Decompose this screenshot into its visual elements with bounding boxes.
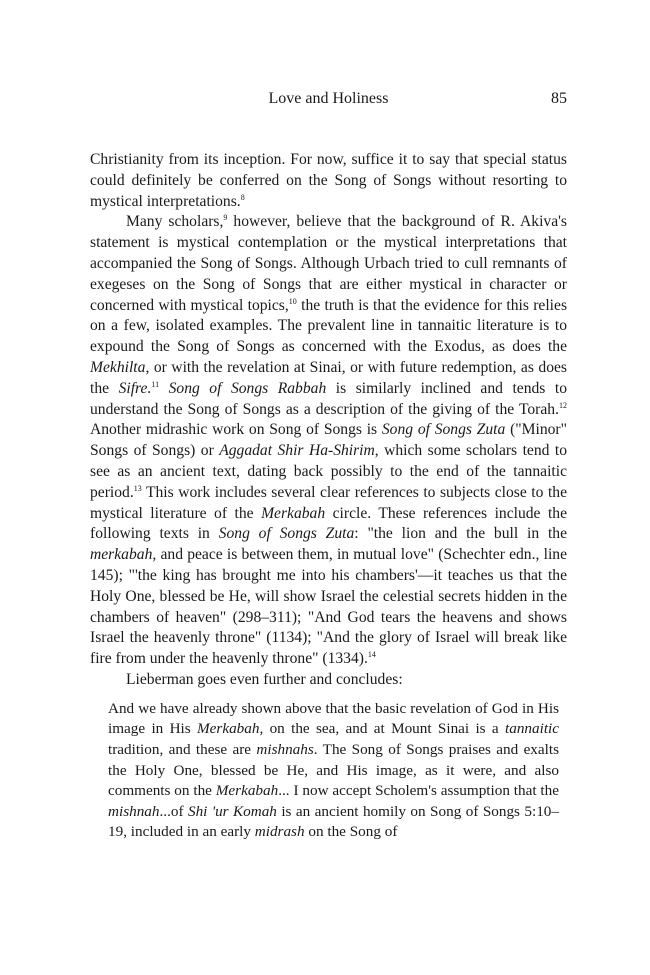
italic-term: Merkabah xyxy=(197,720,260,738)
page-number: 85 xyxy=(551,90,567,107)
text-run: ...of xyxy=(159,802,188,820)
text-run: however, believe that the background of R. Akiva's statement is mystical contemplation or the mystical interpretations that accompanied the Song of Songs. Although Urbach tried to cull remnants of exegeses on the Song of Songs that are either mystical in character or concerned with mystical topics, xyxy=(90,213,567,314)
italic-term: Merkabah xyxy=(261,504,326,522)
text-run: on the Song of xyxy=(304,823,398,841)
text-run: tradition, and these are xyxy=(108,740,257,758)
footnote-ref: 11 xyxy=(151,379,160,389)
block-quote xyxy=(108,699,559,843)
text-run: Another midrashic work on Song of Songs is xyxy=(90,421,382,439)
text-run: circle. These references include the following texts in xyxy=(90,504,568,543)
italic-title: Aggadat Shir Ha-Shirim xyxy=(219,442,375,460)
text-run: And we have already shown above that the basic revelation of God in His image in His xyxy=(108,699,559,738)
italic-term: tannaitic xyxy=(505,720,559,738)
text-run: Many scholars, xyxy=(126,213,224,231)
italic-title: Song of Songs Zuta xyxy=(381,421,506,439)
text-run: This work includes several clear references to subjects close to the mystical literature of the xyxy=(90,483,567,522)
text-run: ("Minor" Songs of Songs) or xyxy=(90,421,567,460)
text-run: , which some scholars tend to see as an ancient text, dating back possibly to the end of the tannaitic period. xyxy=(90,442,567,501)
quote-paragraph xyxy=(108,699,559,843)
italic-term: midrash xyxy=(254,823,305,841)
footnote-ref: 14 xyxy=(367,649,376,659)
text-run: is similarly inclined and tends to understand the Song of Songs as a description of the giving of the Torah. xyxy=(90,379,568,418)
footnote-ref: 8 xyxy=(240,192,245,202)
text-run: Christianity from its inception. For now, suffice it to say that special status could definitely be conferred on the Song of Songs without resorting to mystical interpretations. xyxy=(90,151,567,210)
paragraph-3 xyxy=(90,670,567,691)
text-run: is an ancient homily on Song of Songs 5:10–19, included in an early xyxy=(108,802,559,841)
text-run: . The Song of Songs praises and exalts the Holy One, blessed be He, and His image, as it were, and also comments on the xyxy=(108,740,559,800)
text-run: , on the sea, and at Mount Sinai is a xyxy=(259,720,505,738)
text-run xyxy=(159,380,169,397)
page-header xyxy=(90,90,567,114)
italic-term: mishnahs xyxy=(256,740,314,758)
italic-title: Song of Songs Zuta xyxy=(218,525,355,543)
text-run: Lieberman goes even further and concludes: xyxy=(126,670,403,688)
text-run: : "the lion and the bull in the xyxy=(354,525,567,543)
paragraph-2 xyxy=(90,212,567,670)
footnote-ref: 10 xyxy=(288,296,297,306)
italic-term: mishnah xyxy=(108,802,160,820)
footnote-ref: 9 xyxy=(223,213,228,223)
italic-term: merkabah xyxy=(90,546,153,564)
italic-title: Sifre. xyxy=(118,379,152,397)
italic-term: Merkabah xyxy=(215,782,279,800)
italic-term: Shi 'ur Komah xyxy=(187,802,277,820)
footnote-ref: 12 xyxy=(559,400,567,410)
text-run: , or with the revelation at Sinai, or with future redemption, as does the xyxy=(90,358,567,397)
text-run: the truth is that the evidence for this relies on a few, isolated examples. The prevalent line in tannaitic literature is to expound the Song of Songs as concerned with the Exodus, as does the xyxy=(90,296,568,356)
text-run: , and peace is between them, in mutual love" (Schechter edn., line 145); "'the king has brought me into his chambers'—it teaches us that the Holy One, blessed be He, will show Israel the celestial secrets hidden in the chambers of heaven" (298–311); "And God tears the heavens and shows Israel the heavenly throne" (1134); "And the glory of Israel will break like fire from under the heavenly throne" (1334). xyxy=(90,546,567,668)
body-text xyxy=(90,150,567,843)
footnote-ref: 13 xyxy=(133,483,142,493)
running-head: Love and Holiness xyxy=(268,90,389,107)
italic-title: Song of Songs Rabbah xyxy=(168,379,327,397)
italic-title: Mekhilta xyxy=(90,358,146,376)
paragraph-1 xyxy=(90,150,567,212)
text-run: ... I now accept Scholem's assumption that the xyxy=(278,782,559,800)
